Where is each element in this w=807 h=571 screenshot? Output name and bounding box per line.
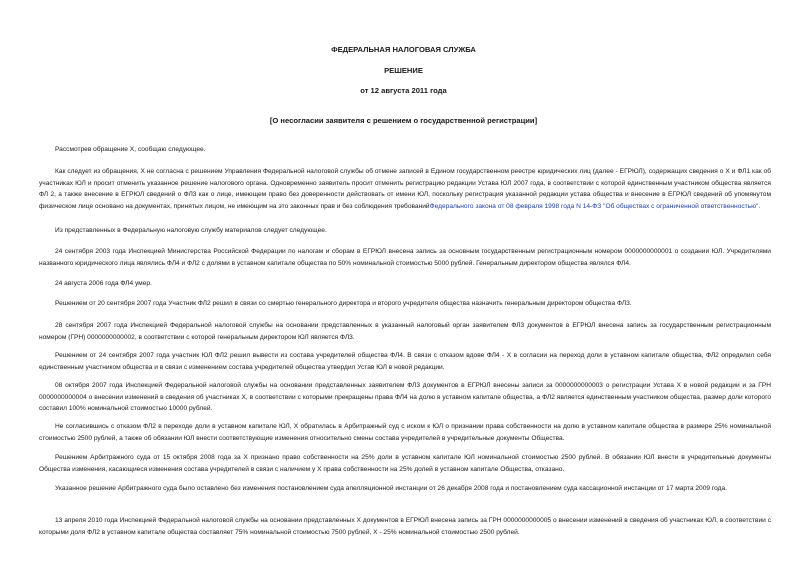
agency-title: ФЕДЕРАЛЬНАЯ НАЛОГОВАЯ СЛУЖБА [331, 45, 476, 54]
document-type: РЕШЕНИЕ [384, 66, 423, 75]
paragraph-13: 13 апреля 2010 года Инспекцией Федеральной налоговой службы на основании представленных Х документов в ЕГРЮЛ внесена запись за ГРН 0000000000005 о внесении изменений в сведения об участниках ЮЛ, в соответствии с которыми доля ФЛ2 в уставном капитале общества составляет 75% номинальной стоимостью 7500 рублей, Х - 25% номинальной стоимостью 2500 рублей. [39, 517, 771, 536]
paragraph-2 [39, 166, 771, 212]
paragraph-3: Из представленных в Федеральную налоговую службу материалов следует следующее. [55, 227, 327, 234]
paragraph-2-text: Как следует из обращения, Х не согласна с решением Управления Федеральной налоговой службы об отмене записей в Едином государственном реестре юридических лиц (далее - ЕГРЮЛ), содержащих сведения о Х и ФЛ1 как об участниках ЮЛ и просит отменить указанное решение налогового органа. Одновременно заявитель просит отменить регистрацию редакции Устава ЮЛ 2007 года, в соответствии с которой единственным участником общества является ФЛ 2, а также внесение в ЕГРЮЛ сведений о ФЛ3 как о лице, имеющем право без доверенности действовать от имени ЮЛ, поскольку регистрация указанной редакции устава общества и внесение в ЕГРЮЛ сведений об упомянутом физическом лице основано на документах, принятых лицом, не имеющим на это законных прав и без соблюдения требований [39, 168, 771, 210]
document-subject: [О несогласии заявителя с решением о государственной регистрации] [269, 116, 538, 125]
federal-law-link[interactable]: Федерального закона от 08 февраля 1998 года N 14-ФЗ "Об обществах с ограниченной ответственностью" [429, 202, 759, 210]
paragraph-1: Рассмотрев обращение Х, сообщаю следующее. [55, 146, 206, 153]
paragraph-4: 24 сентября 2003 года Инспекцией Министерства Российской Федерации по налогам и сборам в ЕГРЮЛ внесена запись за основным государственным регистрационным номером 0000000000001 о создании ЮЛ. Учредителями названного юридического лица являлись ФЛ4 и ФЛ2 с долями в уставном капитале общества по 50% номинальной стоимостью 5000 рублей. Генеральным директором общества являлся ФЛ4. [39, 248, 771, 267]
paragraph-11: Решением Арбитражного суда от 15 октября 2008 года за Х признано право собственности на 25% доли в уставном капитале ЮЛ номинальной стоимостью 2500 рублей. В обязании ЮЛ внести в учредительные документы Общества изменения, касающиеся изменения состава учредителей в связи с наличием у Х права собственности на 25% долей в уставном капитале Общества, отказано. [39, 454, 771, 473]
paragraph-7: 28 сентября 2007 года Инспекцией Федеральной налоговой службы на основании представленных в указанный налоговый орган заявителем ФЛ3 документов в ЕГРЮЛ внесена запись за государственным регистрационным номером (ГРН) 0000000000002, в соответствии с которой генеральным директором ЮЛ является ФЛ3. [39, 322, 771, 341]
paragraph-8: Решением от 24 сентября 2007 года участник ЮЛ ФЛ2 решил вывести из состава учредителей общества ФЛ4. В связи с отказом вдове ФЛ4 - Х в согласии на переход доли в уставном капитале общества, ФЛ2 определил себя единственным участником общества и в связи с изменением состава учредителей общества утвердил Устав ЮЛ в новой редакции. [39, 352, 771, 371]
paragraph-9: 08 октября 2007 года Инспекцией Федеральной налоговой службы на основании представленных заявителем ФЛ3 документов в ЕГРЮЛ внесены записи за 0000000000003 о регистрации Устава Х в новой редакции и за ГРН 0000000000004 о внесении изменений в сведения об участниках Х, в соответствии с которыми прекращены права ФЛ4 на долю в уставном капитале общества, а ФЛ2 является единственным участником общества, размер доли которого составил 100% номинальной стоимостью 10000 рублей. [39, 382, 771, 413]
paragraph-2-end: . [758, 202, 761, 210]
document-date: от 12 августа 2011 года [360, 86, 447, 95]
paragraph-5: 24 августа 2006 года ФЛ4 умер. [55, 280, 152, 287]
paragraph-12: Указанное решение Арбитражного суда было оставлено без изменения постановлением суда апелляционной инстанции от 26 декабря 2008 года и постановлением суда кассационной инстанции от 17 марта 2009 года. [55, 485, 727, 492]
paragraph-6: Решением от 20 сентября 2007 года Участник ФЛ2 решил в связи со смертью генерального директора и второго учредителя общества назначить генеральным директором общества ФЛ3. [55, 300, 632, 307]
paragraph-10: Не согласившись с отказом ФЛ2 в переходе доли в уставном капитале ЮЛ, Х обратилась в Арбитражный суд с иском к ЮЛ о признании права собственности на долю в уставном капитале общества в размере 25% номинальной стоимостью 2500 рублей, а также об обязании ЮЛ внести соответствующие изменения относительно смены состава учредителей в учредительные документы Общества. [39, 423, 771, 442]
